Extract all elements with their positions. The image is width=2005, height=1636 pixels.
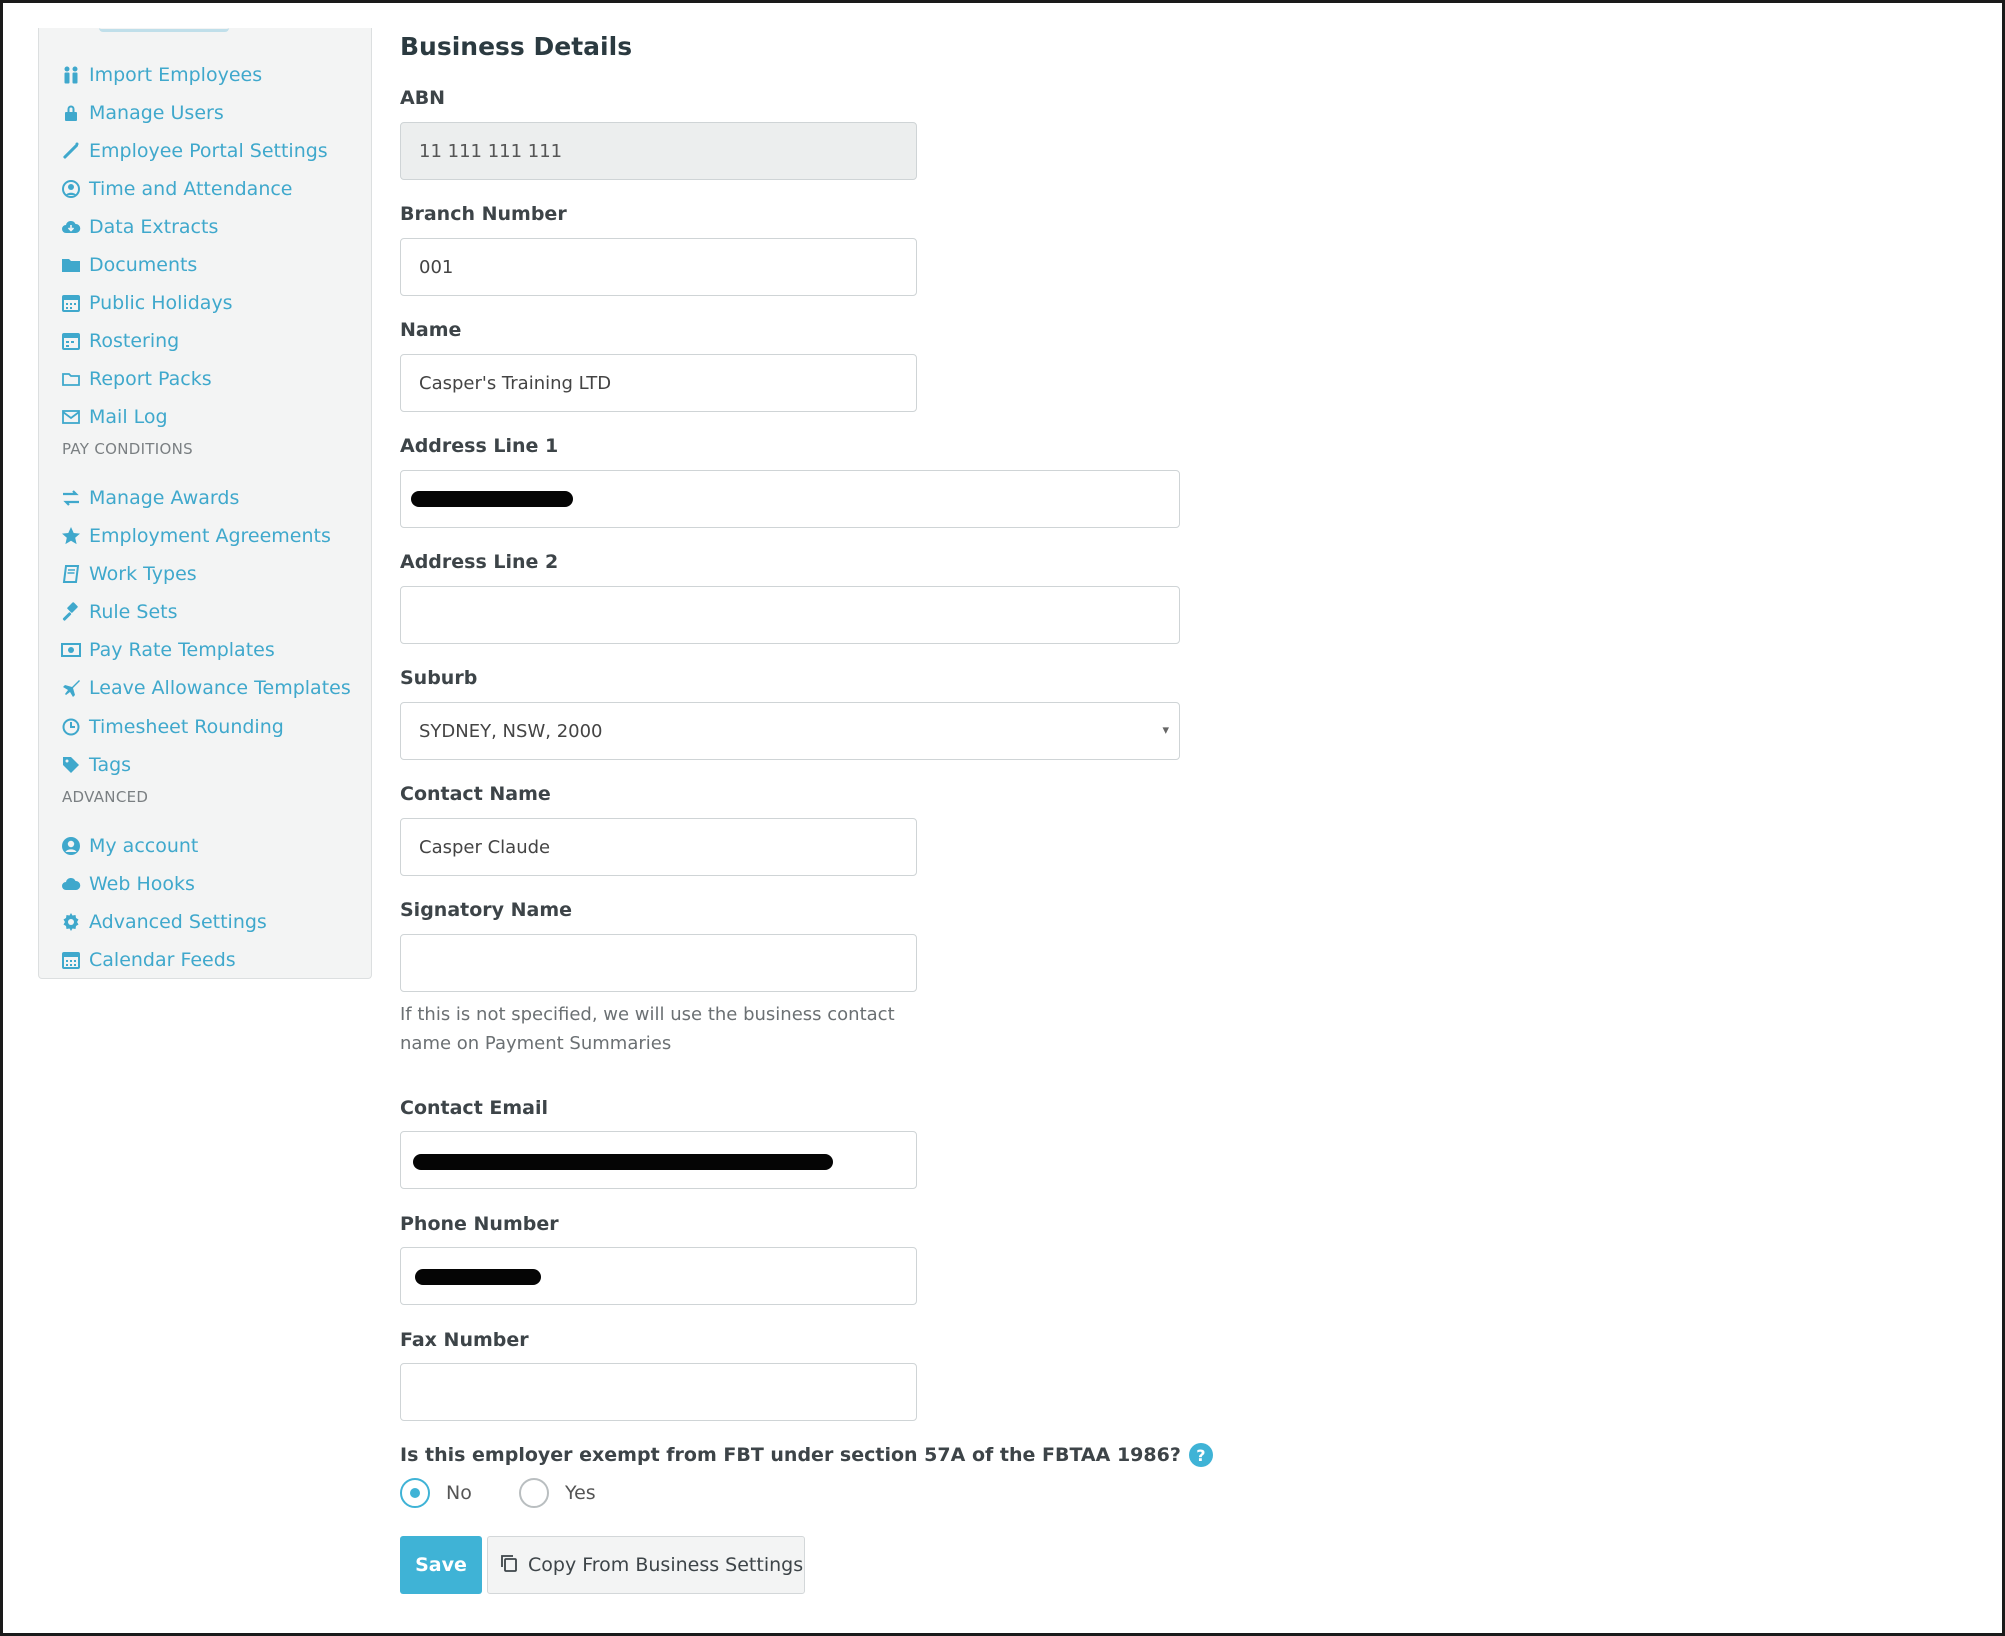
signatory-help-text: If this is not specified, we will use the business contact name on Payment Summaries bbox=[400, 1004, 895, 1054]
clock-icon bbox=[61, 717, 81, 737]
star-icon bbox=[61, 526, 81, 546]
name-value: Casper's Training LTD bbox=[419, 372, 612, 394]
phone-number-label: Phone Number bbox=[400, 1213, 559, 1235]
sidebar-item-label: Employment Agreements bbox=[89, 525, 331, 547]
sidebar-item-label: Advanced Settings bbox=[89, 911, 267, 933]
page-title: Business Details bbox=[400, 32, 633, 61]
redaction-mark bbox=[411, 491, 573, 507]
sidebar-item-label: Report Packs bbox=[89, 368, 212, 390]
folder-outline-icon bbox=[61, 369, 81, 389]
sidebar-item-label: Mail Log bbox=[89, 406, 168, 428]
radio-label-no: No bbox=[446, 1482, 472, 1504]
contact-email-field[interactable] bbox=[400, 1131, 917, 1189]
sidebar-item-employee-portal-settings[interactable] bbox=[61, 136, 328, 166]
sidebar-item-work-types[interactable] bbox=[61, 559, 197, 589]
sidebar-item-my-account[interactable] bbox=[61, 831, 198, 861]
radio-button-checked[interactable] bbox=[400, 1478, 430, 1508]
abn-value: 11 111 111 111 bbox=[419, 140, 563, 162]
sidebar-item-label: Employee Portal Settings bbox=[89, 140, 328, 162]
sidebar-item-timesheet-rounding[interactable] bbox=[61, 712, 284, 742]
tag-icon bbox=[61, 755, 81, 775]
branch-number-field[interactable] bbox=[400, 238, 917, 296]
suburb-label: Suburb bbox=[400, 667, 478, 689]
money-icon bbox=[61, 640, 81, 660]
contact-name-field[interactable] bbox=[400, 818, 917, 876]
exchange-icon bbox=[61, 488, 81, 508]
copy-from-business-settings-button[interactable] bbox=[487, 1536, 805, 1594]
fax-number-field[interactable] bbox=[400, 1363, 917, 1421]
sidebar-item-label: Data Extracts bbox=[89, 216, 219, 238]
sidebar-item-label: Rule Sets bbox=[89, 601, 178, 623]
suburb-select[interactable] bbox=[400, 702, 1180, 760]
fbt-question-text: Is this employer exempt from FBT under section 57A of the FBTAA 1986? bbox=[400, 1444, 1181, 1466]
pay-conditions-heading: PAY CONDITIONS bbox=[62, 440, 193, 458]
sidebar-item-rostering[interactable] bbox=[61, 326, 179, 356]
sidebar-clipped-item bbox=[99, 28, 229, 32]
sidebar-item-tags[interactable] bbox=[61, 750, 131, 780]
sidebar-item-label: Rostering bbox=[89, 330, 180, 352]
sidebar-item-data-extracts[interactable] bbox=[61, 212, 218, 242]
sidebar-item-label: Import Employees bbox=[89, 64, 263, 86]
folder-icon bbox=[61, 255, 81, 275]
gear-icon bbox=[61, 912, 81, 932]
redaction-mark bbox=[415, 1269, 541, 1285]
phone-number-field[interactable] bbox=[400, 1247, 917, 1305]
sidebar-item-employment-agreements[interactable] bbox=[61, 521, 331, 551]
address-line-2-field[interactable] bbox=[400, 586, 1180, 644]
address-line-2-label: Address Line 2 bbox=[400, 551, 559, 573]
copy-icon bbox=[498, 1552, 520, 1579]
sidebar-item-label: Timesheet Rounding bbox=[89, 716, 284, 738]
sidebar-item-manage-users[interactable] bbox=[61, 98, 224, 128]
cloud-download-icon bbox=[61, 217, 81, 237]
sidebar-item-label: Tags bbox=[89, 754, 132, 776]
sidebar-item-label: Manage Awards bbox=[89, 487, 240, 509]
user-circle-icon bbox=[61, 836, 81, 856]
sidebar-item-pay-rate-templates[interactable] bbox=[61, 635, 275, 665]
signatory-name-label: Signatory Name bbox=[400, 899, 573, 921]
redaction-mark bbox=[413, 1154, 833, 1170]
name-field[interactable] bbox=[400, 354, 917, 412]
sidebar-item-rule-sets[interactable] bbox=[61, 597, 178, 627]
branch-number-label: Branch Number bbox=[400, 203, 567, 225]
name-label: Name bbox=[400, 319, 462, 341]
calendar-icon bbox=[61, 950, 81, 970]
contact-email-label: Contact Email bbox=[400, 1097, 549, 1119]
radio-label-yes: Yes bbox=[565, 1482, 596, 1504]
magic-wand-icon bbox=[61, 141, 81, 161]
sidebar-item-label: Manage Users bbox=[89, 102, 224, 124]
book-icon bbox=[61, 564, 81, 584]
address-line-1-field[interactable] bbox=[400, 470, 1180, 528]
settings-sidebar bbox=[38, 28, 372, 979]
fbt-exempt-question bbox=[400, 1443, 1213, 1467]
sidebar-item-label: Calendar Feeds bbox=[89, 949, 236, 971]
fbt-radio-yes[interactable] bbox=[519, 1478, 596, 1508]
cloud-icon bbox=[61, 874, 81, 894]
caret-down-icon: ▾ bbox=[1162, 723, 1169, 738]
calendar-icon bbox=[61, 293, 81, 313]
sidebar-item-label: Public Holidays bbox=[89, 292, 233, 314]
fax-number-label: Fax Number bbox=[400, 1329, 529, 1351]
sidebar-item-time-and-attendance[interactable] bbox=[61, 174, 293, 204]
save-button[interactable]: Save bbox=[400, 1536, 482, 1594]
branch-number-value: 001 bbox=[419, 256, 454, 278]
sidebar-item-advanced-settings[interactable] bbox=[61, 907, 267, 937]
sidebar-item-report-packs[interactable] bbox=[61, 364, 212, 394]
calendar-grid-icon bbox=[61, 331, 81, 351]
copy-button-label: Copy From Business Settings bbox=[528, 1554, 804, 1576]
radio-button[interactable] bbox=[519, 1478, 549, 1508]
address-line-1-label: Address Line 1 bbox=[400, 435, 559, 457]
sidebar-item-label: Work Types bbox=[89, 563, 197, 585]
abn-field bbox=[400, 122, 917, 180]
sidebar-item-label: Leave Allowance Templates bbox=[89, 677, 351, 699]
signatory-name-field[interactable] bbox=[400, 934, 917, 992]
help-icon[interactable]: ? bbox=[1189, 1443, 1213, 1467]
contact-name-label: Contact Name bbox=[400, 783, 551, 805]
clock-user-icon bbox=[61, 179, 81, 199]
sidebar-item-label: Pay Rate Templates bbox=[89, 639, 275, 661]
users-icon bbox=[61, 65, 81, 85]
sidebar-item-label: My account bbox=[89, 835, 199, 857]
suburb-value: SYDNEY, NSW, 2000 bbox=[419, 720, 603, 742]
fbt-radio-no[interactable] bbox=[400, 1478, 472, 1508]
abn-label: ABN bbox=[400, 87, 446, 109]
sidebar-item-leave-allowance-templates[interactable] bbox=[61, 673, 351, 703]
sidebar-item-label: Documents bbox=[89, 254, 198, 276]
sidebar-item-public-holidays[interactable] bbox=[61, 288, 233, 318]
sidebar-item-calendar-feeds[interactable] bbox=[61, 945, 236, 975]
sidebar-item-label: Time and Attendance bbox=[89, 178, 293, 200]
sidebar-item-web-hooks[interactable] bbox=[61, 869, 195, 899]
contact-name-value: Casper Claude bbox=[419, 836, 551, 858]
advanced-heading: ADVANCED bbox=[62, 788, 149, 806]
envelope-icon bbox=[61, 407, 81, 427]
plane-icon bbox=[61, 678, 81, 698]
sidebar-item-label: Web Hooks bbox=[89, 873, 195, 895]
sidebar-item-mail-log[interactable] bbox=[61, 402, 168, 432]
sidebar-item-manage-awards[interactable] bbox=[61, 483, 239, 513]
lock-icon bbox=[61, 103, 81, 123]
sidebar-item-import-employees[interactable] bbox=[61, 60, 262, 90]
sidebar-item-documents[interactable] bbox=[61, 250, 197, 280]
gavel-icon bbox=[61, 602, 81, 622]
